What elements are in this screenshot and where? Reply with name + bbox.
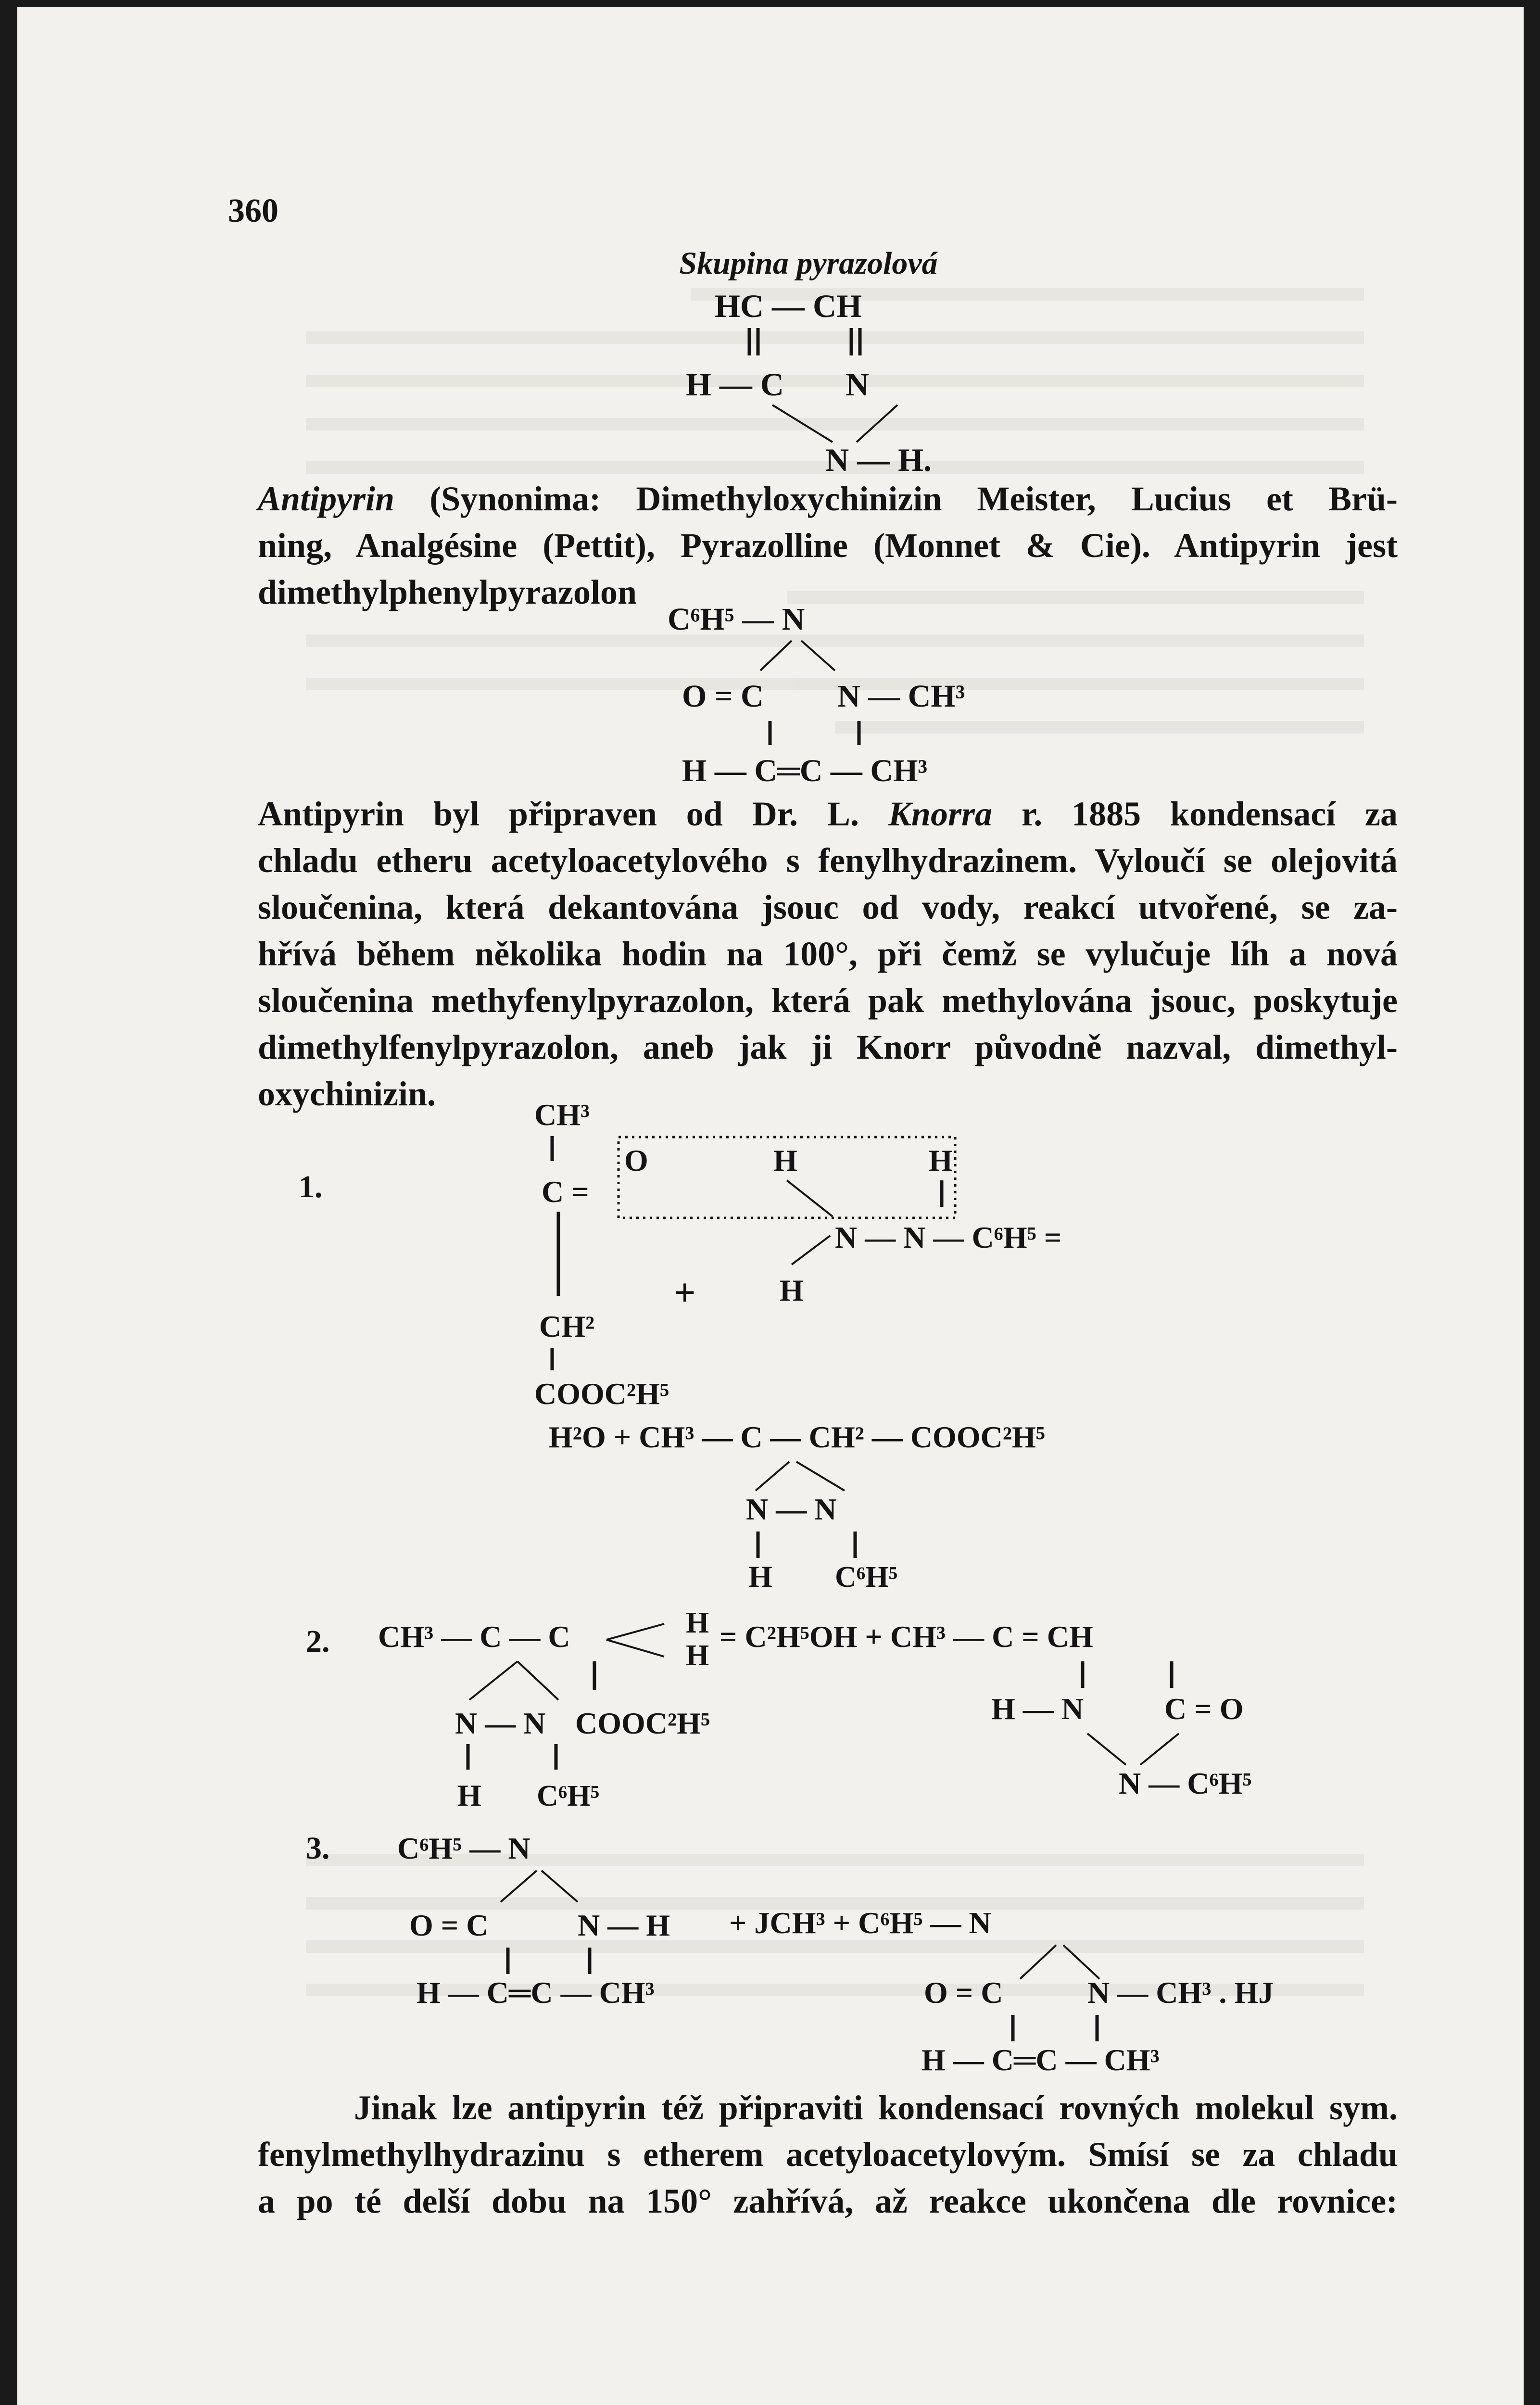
r2-ester: COOC²H⁵ xyxy=(575,1706,710,1740)
r1-h2: H xyxy=(929,1143,953,1177)
pyrazole-row3-left: H — C xyxy=(686,366,784,403)
r2-n-left: N — N xyxy=(455,1706,546,1740)
section-title: Skupina pyrazolová xyxy=(679,246,938,281)
book-page xyxy=(17,7,1524,2405)
p1-line2: chladu etheru acetyloacetylového s fenylhydrazinem. Vyloučí se olejovitá xyxy=(258,841,1398,880)
p1-line5: sloučenina methyfenylpyrazolon, která pak methylována jsouc, poskytuje xyxy=(258,981,1398,1020)
r1-h1: H xyxy=(773,1143,797,1177)
r1-ring-n: N — N xyxy=(746,1492,837,1526)
r3-oc: O = C xyxy=(409,1908,489,1942)
r2-nph: N — C⁶H⁵ xyxy=(1119,1766,1252,1800)
r1-h3: H xyxy=(780,1273,804,1307)
p2-line1: Jinak lze antipyrin též připraviti kondensací rovných molekul sym. xyxy=(354,2089,1398,2127)
antipyrin-mid-left: O = C xyxy=(682,679,764,714)
intro-line1: Antipyrin (Synonima: Dimethyloxychinizin Meister, Lucius et Brü- xyxy=(258,480,1398,518)
r2-hn: H — N xyxy=(991,1692,1084,1726)
r2-h-down: H xyxy=(686,1639,709,1672)
r3-bottom: H — C═C — CH³ xyxy=(417,1975,655,2010)
r1-ring-h: H xyxy=(748,1559,772,1594)
r1-ester: COOC²H⁵ xyxy=(534,1377,669,1411)
r1-ch3: CH³ xyxy=(534,1098,590,1132)
paragraph-2 xyxy=(258,2085,1398,2225)
r1-ring-ph: C⁶H⁵ xyxy=(835,1561,898,1594)
r1-oxygen: O xyxy=(624,1143,648,1177)
intro-line3: dimethylphenylpyrazolon xyxy=(258,573,637,611)
reaction-3 xyxy=(17,7,1524,2075)
pyrazole-row5: N — H. xyxy=(825,442,932,478)
pyrazole-row3-right: N xyxy=(846,366,870,403)
p1-line1: Antipyrin byl připraven od Dr. L. Knorra r. 1885 kondensací za xyxy=(258,795,1398,833)
reaction1-label: 1. xyxy=(299,1169,323,1204)
reaction3-label: 3. xyxy=(306,1831,330,1866)
r2-left: CH³ — C — C xyxy=(378,1620,570,1654)
reaction2-label: 2. xyxy=(306,1624,330,1659)
p1-line3: sloučenina, která dekantována jsouc od vody, reakcí utvořené, se za- xyxy=(258,888,1398,926)
intro-line2: ning, Analgésine (Pettit), Pyrazolline (Monnet & Cie). Antipyrin jest xyxy=(258,526,1398,565)
p2-line2: fenylmethylhydrazinu s etherem acetyloacetylovým. Smísí se za chladu xyxy=(258,2135,1398,2174)
r1-plus: + xyxy=(674,1272,696,1314)
r1-product: H²O + CH³ — C — CH² — COOC²H⁵ xyxy=(549,1420,1045,1454)
antipyrin-top: C⁶H⁵ — N xyxy=(668,602,805,637)
p1-line7: oxychinizin. xyxy=(258,1075,436,1113)
antipyrin-bottom: H — C═C — CH³ xyxy=(682,753,928,788)
p2-line3: a po té delší dobu na 150° zahřívá, až reakce ukončena dle rovnice: xyxy=(258,2182,1398,2220)
pyrazole-row1: HC — CH xyxy=(715,288,862,324)
r1-c-eq: C = xyxy=(542,1175,589,1209)
antipyrin-name: Antipyrin xyxy=(258,480,395,518)
r2-co: C = O xyxy=(1164,1692,1244,1726)
r3-bottom2: H — C═C — CH³ xyxy=(921,2043,1160,2075)
r3-nh: N — H xyxy=(578,1908,670,1942)
r3-nhj: N — CH³ . HJ xyxy=(1087,1975,1274,2010)
r3-top: C⁶H⁵ — N xyxy=(397,1831,530,1865)
antipyrin-mid-right: N — CH³ xyxy=(837,679,965,714)
r2-ph: C⁶H⁵ xyxy=(537,1780,600,1812)
knorr-name: Knorra xyxy=(888,795,993,833)
r2-h: H xyxy=(457,1778,481,1812)
r3-oc2: O = C xyxy=(924,1975,1003,2010)
p1-line4: hřívá během několika hodin na 100°, při čemž se vylučuje líh a nová xyxy=(258,935,1398,973)
r1-ch2: CH² xyxy=(539,1309,595,1343)
r3-plus: + JCH³ + C⁶H⁵ — N xyxy=(729,1906,991,1940)
page-number: 360 xyxy=(228,192,278,229)
p1-line6: dimethylfenylpyrazolon, aneb jak ji Knorr původně nazval, dimethyl- xyxy=(258,1028,1398,1066)
r2-h-up: H xyxy=(686,1607,709,1639)
r1-n-chain: N — N — C⁶H⁵ = xyxy=(835,1220,1062,1254)
r2-mid: = C²H⁵OH + CH³ — C = CH xyxy=(720,1620,1093,1654)
